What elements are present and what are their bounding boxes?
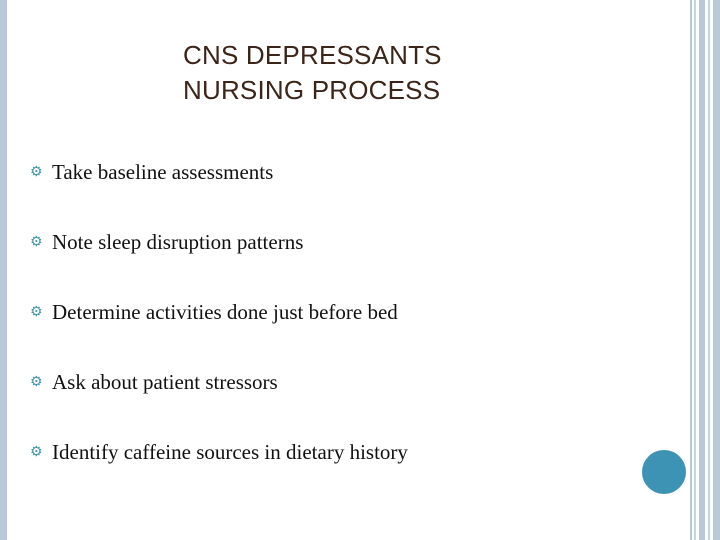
list-item	[30, 224, 408, 294]
gear-icon: ⚙	[30, 164, 43, 180]
list-item	[30, 294, 408, 364]
list-item	[30, 364, 408, 434]
right-decorative-stripes	[690, 0, 720, 540]
left-border-rule	[0, 0, 7, 540]
bullet-text: Take baseline assessments	[52, 160, 274, 184]
stripe	[699, 0, 705, 540]
bullet-text: Identify caffeine sources in dietary history	[52, 440, 408, 464]
stripe	[694, 0, 696, 540]
bullet-text: Ask about patient stressors	[52, 370, 278, 394]
slide-title	[183, 38, 603, 108]
bullet-text: Determine activities done just before bed	[52, 300, 398, 324]
title-line-1: CNS DEPRESSANTS	[183, 40, 442, 70]
gear-icon: ⚙	[30, 444, 43, 460]
bullet-list	[30, 154, 408, 504]
gear-icon: ⚙	[30, 234, 43, 250]
stripe	[708, 0, 710, 540]
stripe	[690, 0, 692, 540]
list-item	[30, 154, 408, 224]
bullet-text: Note sleep disruption patterns	[52, 230, 304, 254]
stripe	[713, 0, 720, 540]
title-line-2: NURSING PROCESS	[183, 75, 441, 105]
decorative-circle	[642, 450, 686, 494]
gear-icon: ⚙	[30, 304, 43, 320]
gear-icon: ⚙	[30, 374, 43, 390]
list-item	[30, 434, 408, 504]
